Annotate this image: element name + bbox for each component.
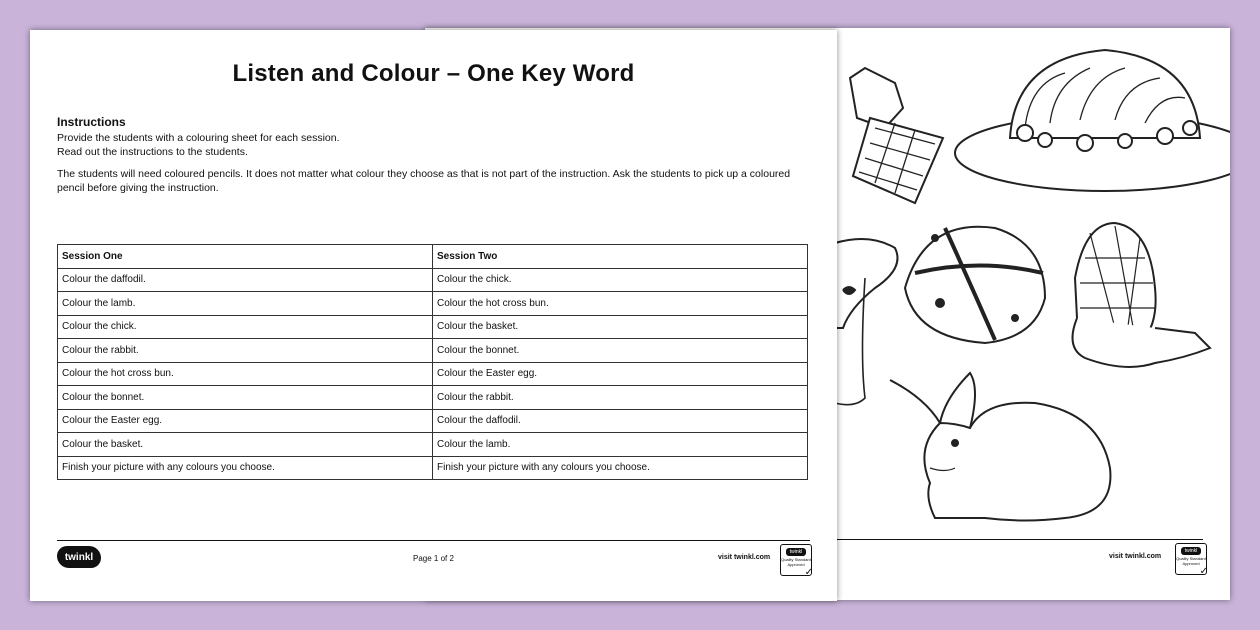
twinkl-logo: twinkl (57, 546, 101, 568)
table-cell: Finish your picture with any colours you choose. (433, 456, 808, 480)
table-cell: Colour the lamb. (58, 292, 433, 316)
chocolate-bar-illustration (850, 68, 943, 203)
column-header: Session Two (433, 245, 808, 269)
table-row (58, 456, 808, 480)
page1-footer (57, 540, 813, 578)
table-cell: Colour the bonnet. (433, 339, 808, 363)
table-cell: Colour the rabbit. (433, 386, 808, 410)
instructions-page (30, 30, 837, 601)
visit-link[interactable]: visit twinkl.com (1109, 553, 1162, 560)
table-cell: Colour the daffodil. (58, 268, 433, 292)
table-cell: Colour the daffodil. (433, 409, 808, 433)
checkmark-icon: ✓ (804, 567, 813, 578)
table-row (58, 315, 808, 339)
table-cell: Colour the bonnet. (58, 386, 433, 410)
table-cell: Colour the basket. (58, 433, 433, 457)
table-cell: Colour the lamb. (433, 433, 808, 457)
table-row (58, 339, 808, 363)
table-row (58, 433, 808, 457)
table-cell: Colour the chick. (58, 315, 433, 339)
easter-egg-illustration (1073, 223, 1211, 367)
table-row (58, 362, 808, 386)
table-row (58, 409, 808, 433)
table-cell: Colour the Easter egg. (58, 409, 433, 433)
column-header: Session One (58, 245, 433, 269)
hot-cross-bun-illustration (905, 227, 1045, 343)
table-cell: Colour the basket. (433, 315, 808, 339)
page-title: Listen and Colour – One Key Word (232, 60, 635, 87)
easter-bonnet-illustration (955, 50, 1230, 191)
instructions-heading: Instructions (57, 115, 126, 129)
checkmark-icon: ✓ (1199, 566, 1208, 577)
instructions-section (57, 115, 817, 195)
sessions-table (57, 244, 808, 480)
instruction-line: Provide the students with a colouring sheet for each session. (57, 132, 340, 144)
lamb-illustration (835, 239, 898, 405)
table-cell: Finish your picture with any colours you choose. (58, 456, 433, 480)
table-row (58, 268, 808, 292)
instruction-paragraph: The students will need coloured pencils. It does not matter what colour they choose as that is not part of the instruction. Ask the students to pick up a coloured pencil before giving the instruction. (57, 168, 791, 194)
table-cell: Colour the hot cross bun. (58, 362, 433, 386)
quality-badge: twinkl Quality Standard Approved ✓ (780, 544, 812, 576)
table-row (58, 292, 808, 316)
table-cell: Colour the hot cross bun. (433, 292, 808, 316)
table-cell: Colour the rabbit. (58, 339, 433, 363)
table-row (58, 386, 808, 410)
table-cell: Colour the Easter egg. (433, 362, 808, 386)
visit-link[interactable]: visit twinkl.com (718, 554, 771, 561)
page-number: Page 1 of 2 (413, 554, 454, 563)
rabbit-illustration (890, 373, 1110, 521)
instruction-line: Read out the instructions to the students. (57, 146, 248, 158)
table-header-row (58, 245, 808, 269)
table-cell: Colour the chick. (433, 268, 808, 292)
quality-badge: twinkl Quality Standard Approved ✓ (1175, 543, 1207, 575)
